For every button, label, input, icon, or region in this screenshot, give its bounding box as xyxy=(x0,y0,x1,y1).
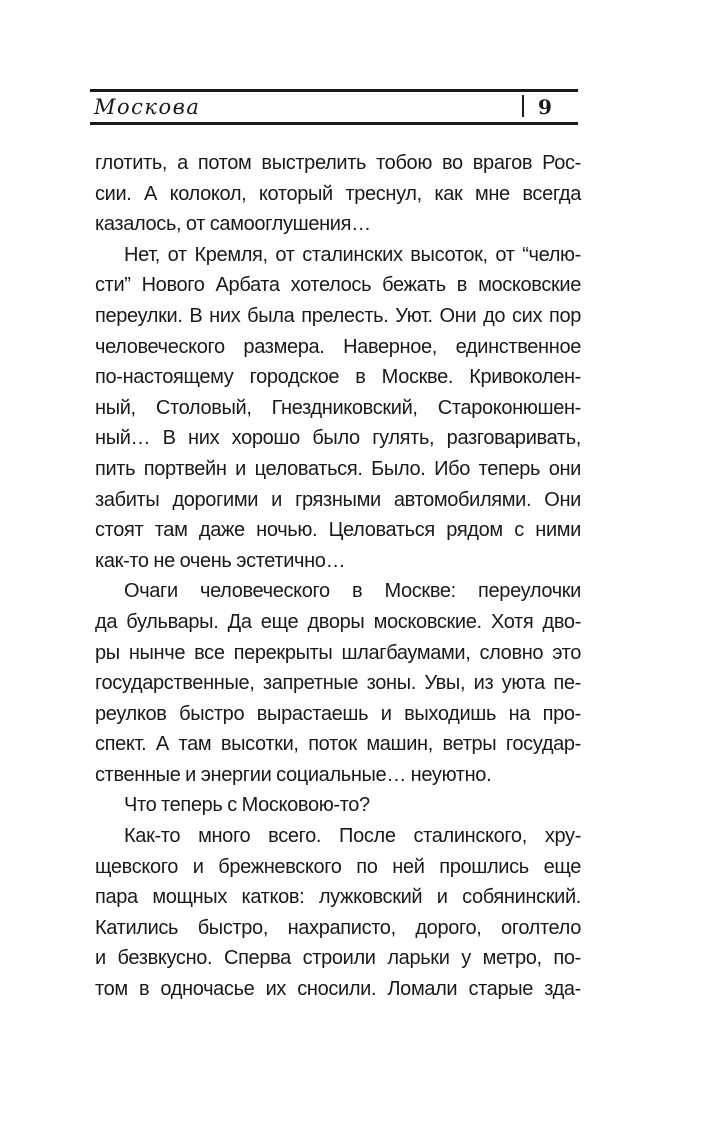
header-bottom-rule xyxy=(90,122,578,125)
text-line: человеческого размера. Наверное, единственное xyxy=(95,335,581,358)
header-separator xyxy=(522,95,524,117)
text-line: по-настоящему городское в Москве. Кривоколен- xyxy=(95,366,581,389)
text-line: переулки. В них была прелесть. Уют. Они до сих пор xyxy=(95,304,581,327)
text-line: щевского и брежневского по ней прошлись еще xyxy=(95,855,581,878)
text-line: да бульвары. Да еще дворы московские. Хотя дво- xyxy=(95,610,581,633)
text-line: сти” Нового Арбата хотелось бежать в московские xyxy=(95,274,581,297)
text-line: казалось, от самооглушения… xyxy=(95,213,371,236)
running-title: Москова xyxy=(94,95,201,119)
text-line: Очаги человеческого в Москве: переулочки xyxy=(124,580,581,603)
text-line: глотить, а потом выстрелить тобою во врагов Рос- xyxy=(95,152,581,174)
text-line: пить портвейн и целоваться. Было. Ибо теперь они xyxy=(95,457,581,480)
text-line: как-то не очень эстетично… xyxy=(95,549,346,572)
text-line: Катились быстро, нахраписто, дорого, оголтело xyxy=(95,916,581,939)
text-line: Нет, от Кремля, от сталинских высоток, от “челю- xyxy=(124,243,581,266)
text-line: забиты дорогими и грязными автомобилями. Они xyxy=(95,488,581,511)
page-number: 9 xyxy=(538,95,552,119)
text-line: Как-то много всего. После сталинского, хру- xyxy=(124,825,581,848)
text-line: и безвкусно. Сперва строили ларьки у метро, по- xyxy=(95,947,581,970)
text-line: государственные, запретные зоны. Увы, из уюта пе- xyxy=(95,672,581,695)
text-line: сии. А колокол, который треснул, как мне всегда xyxy=(95,182,581,205)
text-line: пара мощных катков: лужковский и собянинский. xyxy=(95,886,581,909)
body-text xyxy=(95,148,581,1005)
running-header xyxy=(90,89,578,125)
text-line: Что теперь с Московою-то? xyxy=(124,794,370,817)
text-line: спект. А там высотки, поток машин, ветры государ- xyxy=(95,733,581,756)
text-line: ственные и энергии социальные… неуютно. xyxy=(95,763,492,786)
text-line: том в одночасье их сносили. Ломали старые зда- xyxy=(95,978,581,1001)
text-line: ры нынче все перекрыты шлагбаумами, словно это xyxy=(95,641,581,664)
text-line: ный, Столовый, Гнездниковский, Староконюшен- xyxy=(95,396,581,419)
text-line: реулков быстро вырастаешь и выходишь на про- xyxy=(95,702,581,725)
text-line: стоят там даже ночью. Целоваться рядом с ними xyxy=(95,519,581,542)
header-top-rule xyxy=(90,89,578,92)
text-line: ный… В них хорошо было гулять, разговаривать, xyxy=(95,427,581,450)
